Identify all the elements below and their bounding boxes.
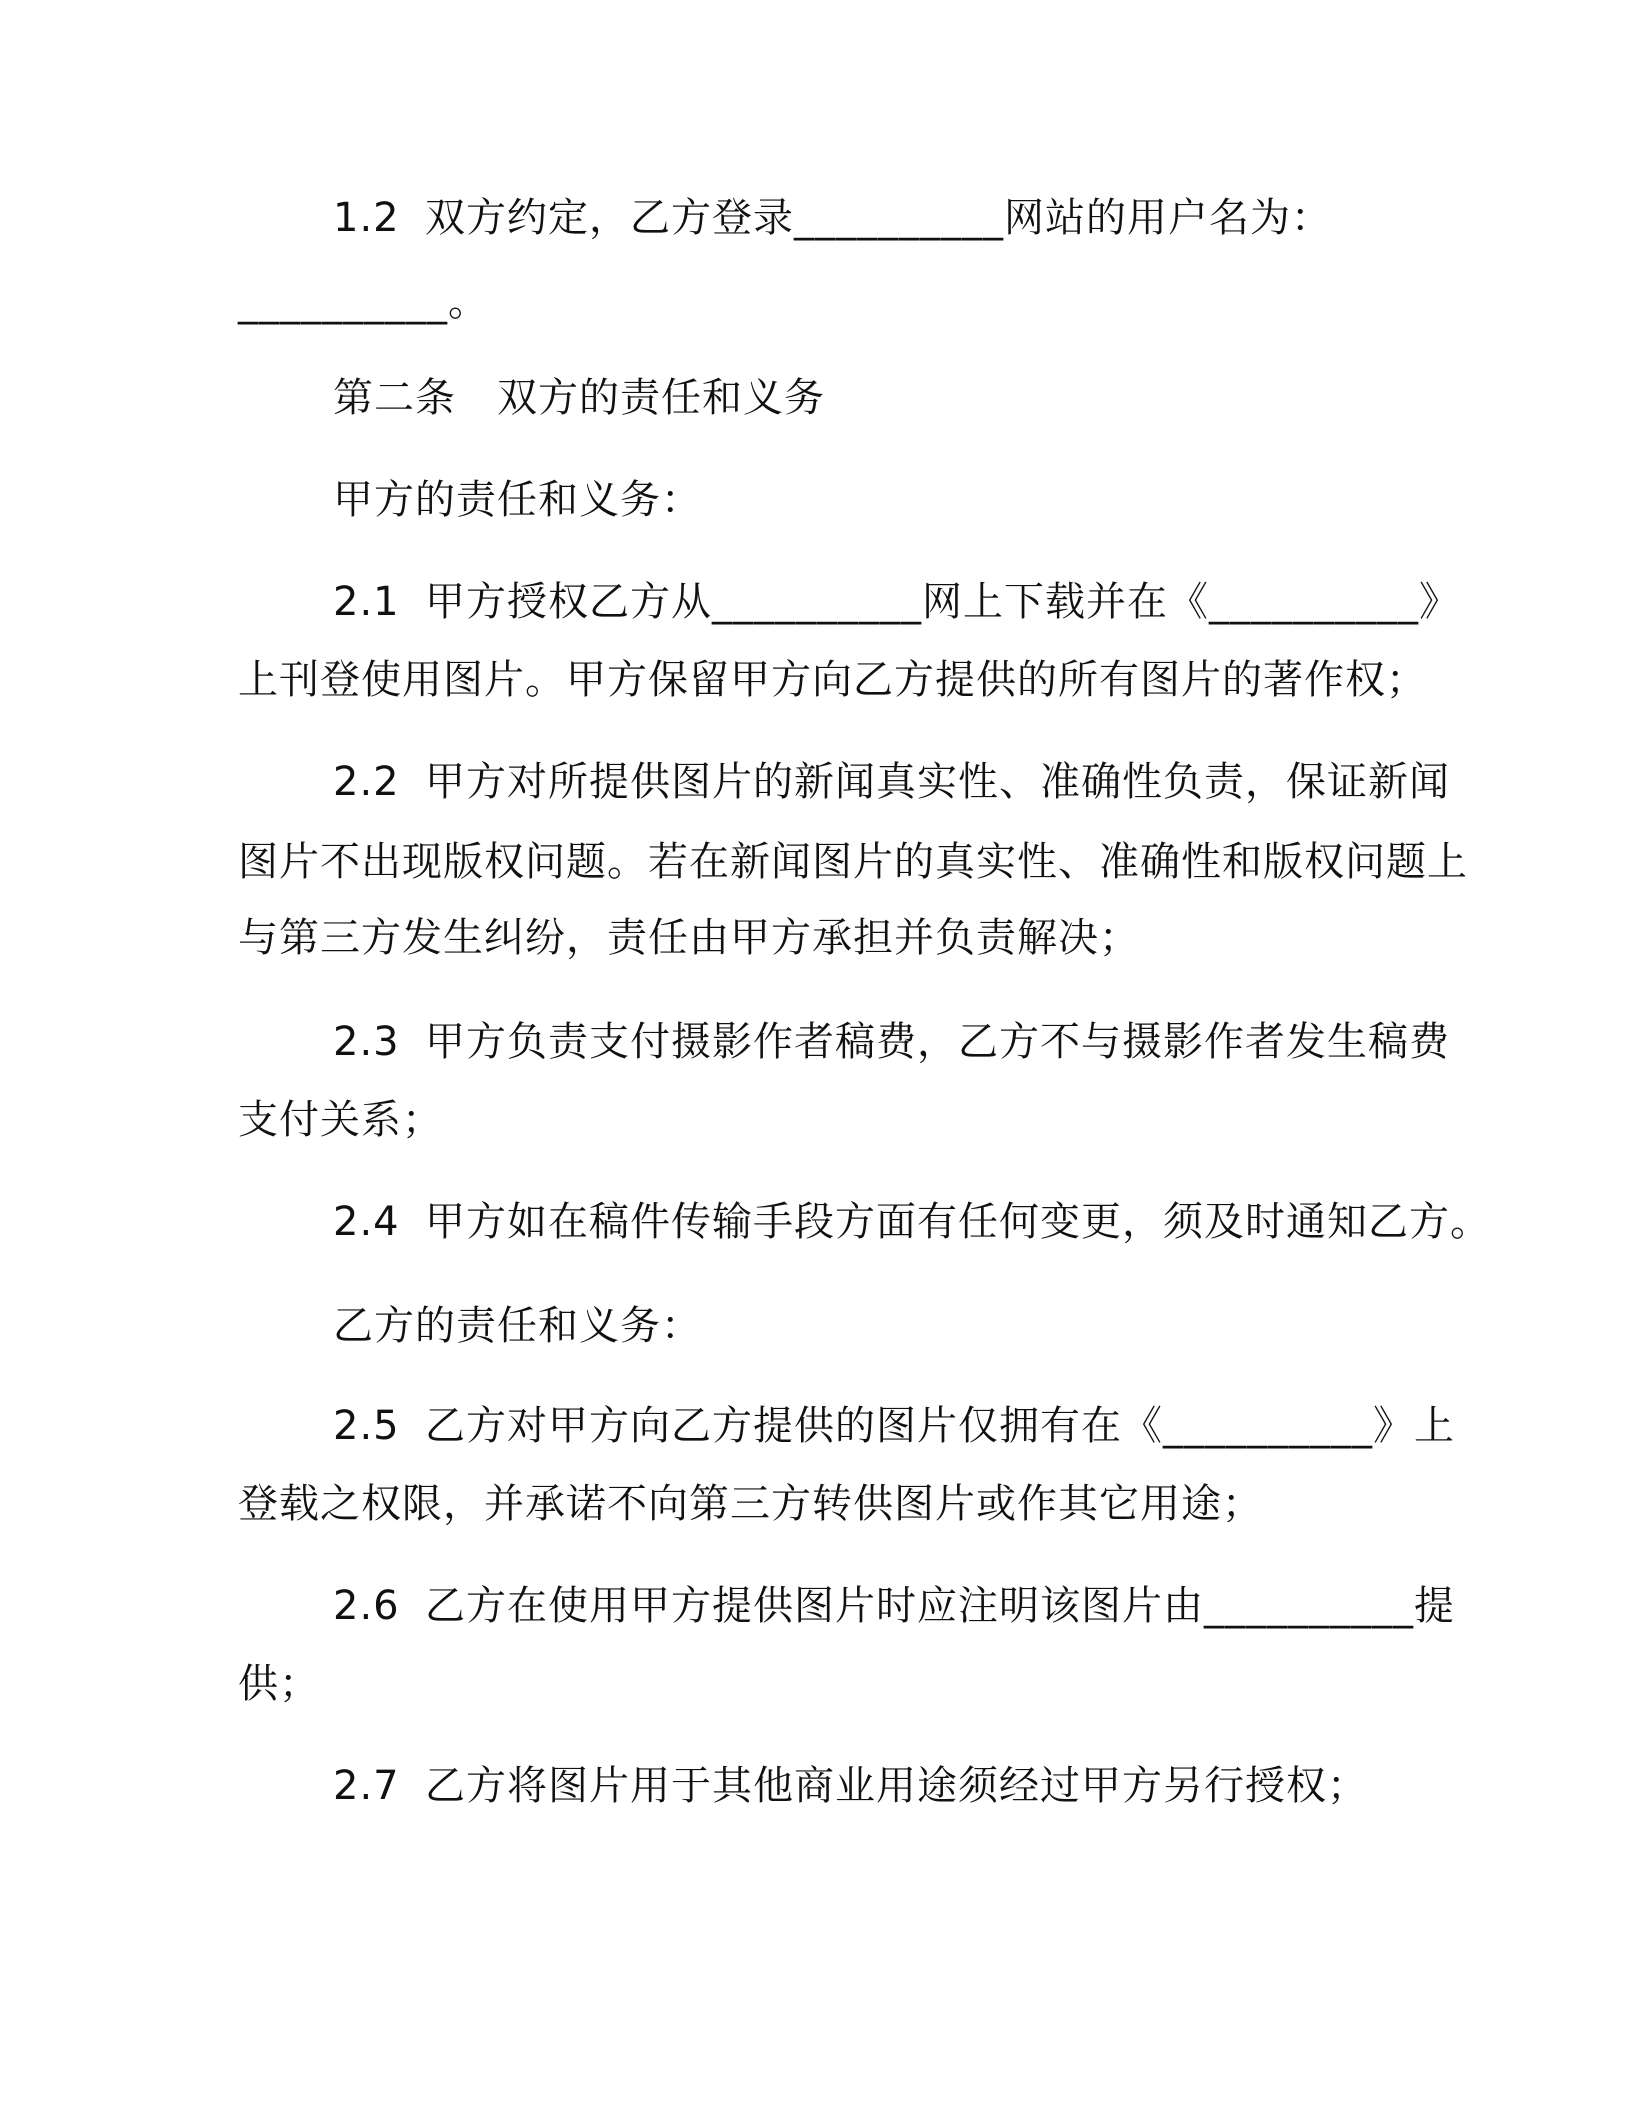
clause-number: 2.1 bbox=[333, 579, 400, 625]
clause-2-1-line-2: 上刊登使用图片。甲方保留甲方向乙方提供的所有图片的著作权； bbox=[238, 657, 1427, 703]
clause-2-6-line-1 bbox=[333, 1580, 1455, 1632]
clause-text: 甲方对所提供图片的新闻真实性、准确性负责，保证新闻 bbox=[425, 759, 1450, 805]
clause-2-2-line-1 bbox=[333, 756, 1450, 808]
clause-number: 2.6 bbox=[333, 1583, 400, 1629]
clause-number: 2.4 bbox=[333, 1199, 400, 1245]
clause-number: 1.2 bbox=[333, 195, 400, 241]
clause-2-6-line-2: 供； bbox=[238, 1661, 320, 1707]
party-b-heading: 乙方的责任和义务： bbox=[333, 1303, 702, 1349]
clause-text: 甲方负责支付摄影作者稿费，乙方不与摄影作者发生稿费 bbox=[425, 1019, 1450, 1065]
clause-2-7-line-1 bbox=[333, 1760, 1368, 1812]
clause-2-3-line-2: 支付关系； bbox=[238, 1097, 443, 1143]
clause-number: 2.3 bbox=[333, 1019, 400, 1065]
clause-1-2-line-2: __________。 bbox=[238, 279, 489, 325]
clause-number: 2.7 bbox=[333, 1763, 400, 1809]
clause-text: 甲方授权乙方从__________网上下载并在《__________》 bbox=[425, 579, 1460, 625]
clause-text: 甲方如在稿件传输手段方面有任何变更，须及时通知乙方。 bbox=[425, 1199, 1491, 1245]
party-a-heading: 甲方的责任和义务： bbox=[333, 477, 702, 523]
clause-number: 2.2 bbox=[333, 759, 400, 805]
clause-2-3-line-1 bbox=[333, 1016, 1450, 1068]
clause-text: 双方约定，乙方登录__________网站的用户名为： bbox=[425, 195, 1332, 241]
clause-text: 乙方将图片用于其他商业用途须经过甲方另行授权； bbox=[425, 1763, 1368, 1809]
clause-1-2-line-1 bbox=[333, 192, 1332, 244]
clause-2-1-line-1 bbox=[333, 576, 1460, 628]
clause-number: 2.5 bbox=[333, 1403, 400, 1449]
clause-2-5-line-1 bbox=[333, 1400, 1455, 1452]
clause-2-2-line-3: 与第三方发生纠纷，责任由甲方承担并负责解决； bbox=[238, 915, 1140, 961]
clause-2-5-line-2: 登载之权限，并承诺不向第三方转供图片或作其它用途； bbox=[238, 1481, 1263, 1527]
clause-text: 乙方对甲方向乙方提供的图片仅拥有在《__________》上 bbox=[425, 1403, 1455, 1449]
clause-text: 乙方在使用甲方提供图片时应注明该图片由__________提 bbox=[425, 1583, 1455, 1629]
article-2-heading: 第二条 双方的责任和义务 bbox=[333, 375, 825, 421]
clause-2-2-line-2: 图片不出现版权问题。若在新闻图片的真实性、准确性和版权问题上 bbox=[238, 839, 1468, 885]
clause-2-4-line-1 bbox=[333, 1196, 1491, 1248]
